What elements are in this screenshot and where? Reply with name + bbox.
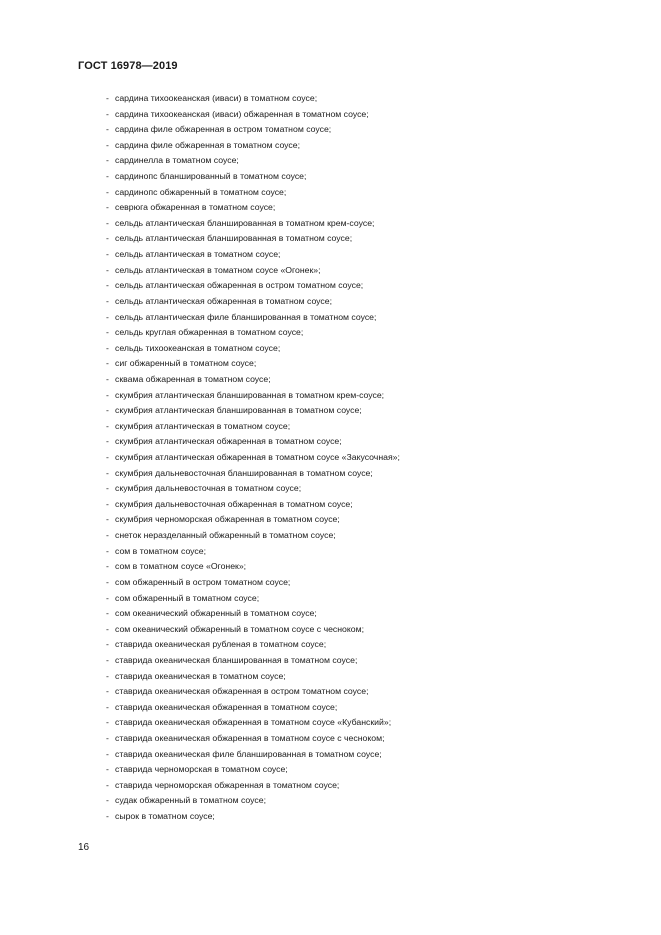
list-dash: - [106, 311, 109, 322]
list-dash: - [106, 639, 109, 650]
list-dash: - [106, 342, 109, 353]
list-item [106, 278, 400, 294]
list-item [106, 91, 400, 107]
list-dash: - [106, 93, 109, 103]
list-item-text: ставрида океаническая обжаренная в томатном соусе; [115, 701, 338, 712]
list-item-text: сельдь атлантическая филе бланшированная в томатном соусе; [115, 311, 377, 322]
list-item [106, 528, 400, 544]
list-item-text: сквама обжаренная в томатном соусе; [115, 373, 271, 384]
list-item-text: сырок в томатном соусе; [115, 811, 215, 822]
list-item [106, 372, 400, 388]
list-item [106, 231, 400, 247]
list-item [106, 450, 400, 466]
list-item-text: сардинопс обжаренный в томатном соусе; [115, 186, 287, 197]
list-dash: - [106, 514, 109, 525]
list-item [106, 637, 400, 653]
list-item [106, 778, 400, 794]
list-item [106, 544, 400, 560]
list-dash: - [106, 545, 109, 556]
list-item-text: сом в томатном соусе «Огонек»; [115, 561, 247, 572]
list-dash: - [106, 108, 109, 119]
list-item [106, 606, 400, 622]
list-dash: - [106, 373, 109, 384]
list-item-text: сельдь атлантическая бланшированная в томатном соусе; [115, 233, 353, 244]
list-item [106, 216, 400, 232]
list-dash: - [106, 358, 109, 369]
list-dash: - [106, 686, 109, 697]
list-item [106, 575, 400, 591]
list-dash: - [106, 264, 109, 275]
list-item-text: ставрида океаническая обжаренная в томатном соусе «Кубанский»; [115, 717, 392, 728]
list-item-text: снеток неразделанный обжаренный в томатном соусе; [115, 530, 336, 541]
list-dash: - [106, 139, 109, 150]
list-item-text: сом обжаренный в остром томатном соусе; [115, 576, 291, 587]
list-dash: - [106, 420, 109, 431]
list-item-text: ставрида океаническая рубленая в томатном соусе; [115, 639, 327, 650]
list-item [106, 122, 400, 138]
list-item [106, 185, 400, 201]
list-dash: - [106, 389, 109, 400]
list-item-text: ставрида океаническая бланшированная в томатном соусе; [115, 654, 358, 665]
list-item-text: сардина филе обжаренная в томатном соусе; [115, 139, 301, 150]
list-item-text: сельдь тихоокеанская в томатном соусе; [115, 342, 281, 353]
list-item-text: сом в томатном соусе; [115, 545, 207, 556]
list-dash: - [106, 670, 109, 681]
list-item-text: сельдь атлантическая обжаренная в томатном соусе; [115, 295, 333, 306]
list-item-text: скумбрия атлантическая в томатном соусе; [115, 420, 291, 431]
list-item-text: сардина филе обжаренная в остром томатном соусе; [115, 124, 332, 135]
list-item [106, 731, 400, 747]
list-item-text: ставрида океаническая обжаренная в остром томатном соусе; [115, 686, 369, 697]
list-item [106, 107, 400, 123]
document-header: ГОСТ 16978—2019 [78, 60, 178, 72]
list-item-text: ставрида черноморская обжаренная в томатном соусе; [115, 779, 340, 790]
list-item [106, 747, 400, 763]
list-item-text: сельдь атлантическая обжаренная в остром томатном соусе; [115, 280, 364, 291]
list-dash: - [106, 530, 109, 541]
list-item [106, 622, 400, 638]
list-item-text: скумбрия дальневосточная бланшированная в томатном соусе; [115, 467, 373, 478]
list-dash: - [106, 592, 109, 603]
list-item-text: ставрида океаническая филе бланшированная в томатном соусе; [115, 748, 382, 759]
list-dash: - [106, 171, 109, 182]
list-item [106, 294, 400, 310]
list-dash: - [106, 732, 109, 743]
list-dash: - [106, 202, 109, 213]
list-item [106, 169, 400, 185]
list-dash: - [106, 811, 109, 822]
list-dash: - [106, 436, 109, 447]
list-item [106, 310, 400, 326]
list-item [106, 669, 400, 685]
list-item-text: сардинелла в томатном соусе; [115, 155, 239, 166]
list-item-text: скумбрия дальневосточная обжаренная в томатном соусе; [115, 498, 353, 509]
list-dash: - [106, 608, 109, 619]
list-item-text: ставрида черноморская в томатном соусе; [115, 764, 288, 775]
list-item [106, 200, 400, 216]
list-item [106, 684, 400, 700]
list-item [106, 715, 400, 731]
list-item-text: сом океанический обжаренный в томатном соусе; [115, 608, 317, 619]
list-item-text: сельдь атлантическая бланшированная в томатном крем-соусе; [115, 217, 375, 228]
list-item [106, 762, 400, 778]
list-item [106, 591, 400, 607]
list-item [106, 793, 400, 809]
list-dash: - [106, 233, 109, 244]
list-dash: - [106, 452, 109, 463]
list-item [106, 325, 400, 341]
list-item [106, 497, 400, 513]
list-dash: - [106, 779, 109, 790]
list-item-text: судак обжаренный в томатном соусе; [115, 795, 266, 806]
list-dash: - [106, 483, 109, 494]
list-item [106, 403, 400, 419]
list-item-text: скумбрия атлантическая бланшированная в томатном крем-соусе; [115, 389, 385, 400]
list-item-text: скумбрия атлантическая обжаренная в томатном соусе «Закусочная»; [115, 452, 400, 463]
list-item-text: скумбрия атлантическая обжаренная в томатном соусе; [115, 436, 342, 447]
list-item-text: сардина тихоокеанская (иваси) обжаренная в томатном соусе; [115, 108, 369, 119]
list-item-text: ставрида океаническая обжаренная в томатном соусе с чесноком; [115, 732, 385, 743]
list-dash: - [106, 186, 109, 197]
list-item [106, 356, 400, 372]
list-item [106, 434, 400, 450]
list-dash: - [106, 280, 109, 291]
list-dash: - [106, 155, 109, 166]
list-item [106, 700, 400, 716]
list-item-text: сом обжаренный в томатном соусе; [115, 592, 260, 603]
page-number: 16 [78, 842, 90, 853]
list-dash: - [106, 467, 109, 478]
list-item-text: сом океанический обжаренный в томатном соусе с чесноком; [115, 623, 365, 634]
list-dash: - [106, 405, 109, 416]
list-item [106, 512, 400, 528]
list-dash: - [106, 295, 109, 306]
list-item-text: скумбрия дальневосточная в томатном соусе; [115, 483, 302, 494]
list-dash: - [106, 249, 109, 260]
list-item [106, 419, 400, 435]
list-item [106, 247, 400, 263]
list-item [106, 153, 400, 169]
list-item-text: ставрида океаническая в томатном соусе; [115, 670, 286, 681]
list-dash: - [106, 764, 109, 775]
list-item [106, 559, 400, 575]
list-item-text: скумбрия атлантическая бланшированная в томатном соусе; [115, 405, 362, 416]
list-item-text: сельдь атлантическая в томатном соусе «Огонек»; [115, 264, 321, 275]
list-item [106, 263, 400, 279]
list-item [106, 138, 400, 154]
list-item-text: сельдь круглая обжаренная в томатном соусе; [115, 327, 304, 338]
list-item [106, 341, 400, 357]
list-item [106, 466, 400, 482]
list-dash: - [106, 795, 109, 806]
list-dash: - [106, 623, 109, 634]
list-dash: - [106, 498, 109, 509]
list-dash: - [106, 561, 109, 572]
list-dash: - [106, 124, 109, 135]
list-item-text: скумбрия черноморская обжаренная в томатном соусе; [115, 514, 340, 525]
list-item [106, 653, 400, 669]
list-item [106, 809, 400, 825]
list-dash: - [106, 217, 109, 228]
list-item-text: сардина тихоокеанская (иваси) в томатном соусе; [115, 93, 318, 103]
list-dash: - [106, 701, 109, 712]
list-item [106, 388, 400, 404]
list-item-text: севрюга обжаренная в томатном соусе; [115, 202, 276, 213]
list-item-text: сельдь атлантическая в томатном соусе; [115, 249, 281, 260]
list-item-text: сиг обжаренный в томатном соусе; [115, 358, 257, 369]
list-dash: - [106, 748, 109, 759]
list-dash: - [106, 717, 109, 728]
list-dash: - [106, 654, 109, 665]
product-list [106, 91, 400, 825]
list-item [106, 481, 400, 497]
list-dash: - [106, 576, 109, 587]
list-item-text: сардинопс бланшированный в томатном соусе; [115, 171, 307, 182]
list-dash: - [106, 327, 109, 338]
